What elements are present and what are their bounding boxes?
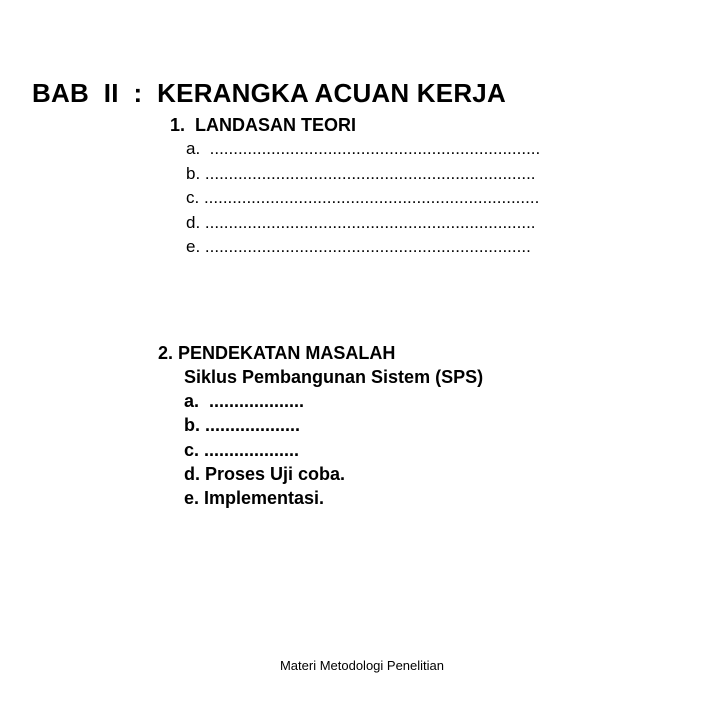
- section-heading: 2. PENDEKATAN MASALAH: [158, 343, 396, 363]
- list-item: b. ......................................................................: [186, 163, 536, 183]
- list-item: d. Proses Uji coba.: [184, 463, 346, 484]
- section-heading: 1. LANDASAN TEORI: [170, 115, 357, 135]
- item-list: [186, 137, 540, 260]
- list-item: c. .......................................................................: [186, 188, 540, 207]
- list-item: e. .....................................................................: [186, 237, 531, 256]
- subheading: Siklus Pembangunan Sistem (SPS): [184, 367, 484, 387]
- list-item: d. ......................................................................: [186, 212, 536, 232]
- list-item: e. Implementasi.: [184, 487, 325, 508]
- list-item: c. ...................: [184, 439, 300, 460]
- section-landasan-teori: [170, 113, 540, 260]
- section-body: [184, 365, 483, 510]
- page-footer: [0, 658, 720, 673]
- list-item: a. ...................: [184, 391, 305, 412]
- list-item: b. ...................: [184, 415, 301, 436]
- chapter-title: BAB II : KERANGKA ACUAN KERJA: [32, 78, 506, 108]
- list-item: a. ......................................................................: [186, 139, 541, 158]
- section-pendekatan-masalah: [158, 341, 483, 510]
- footer-text: Materi Metodologi Penelitian: [279, 658, 445, 673]
